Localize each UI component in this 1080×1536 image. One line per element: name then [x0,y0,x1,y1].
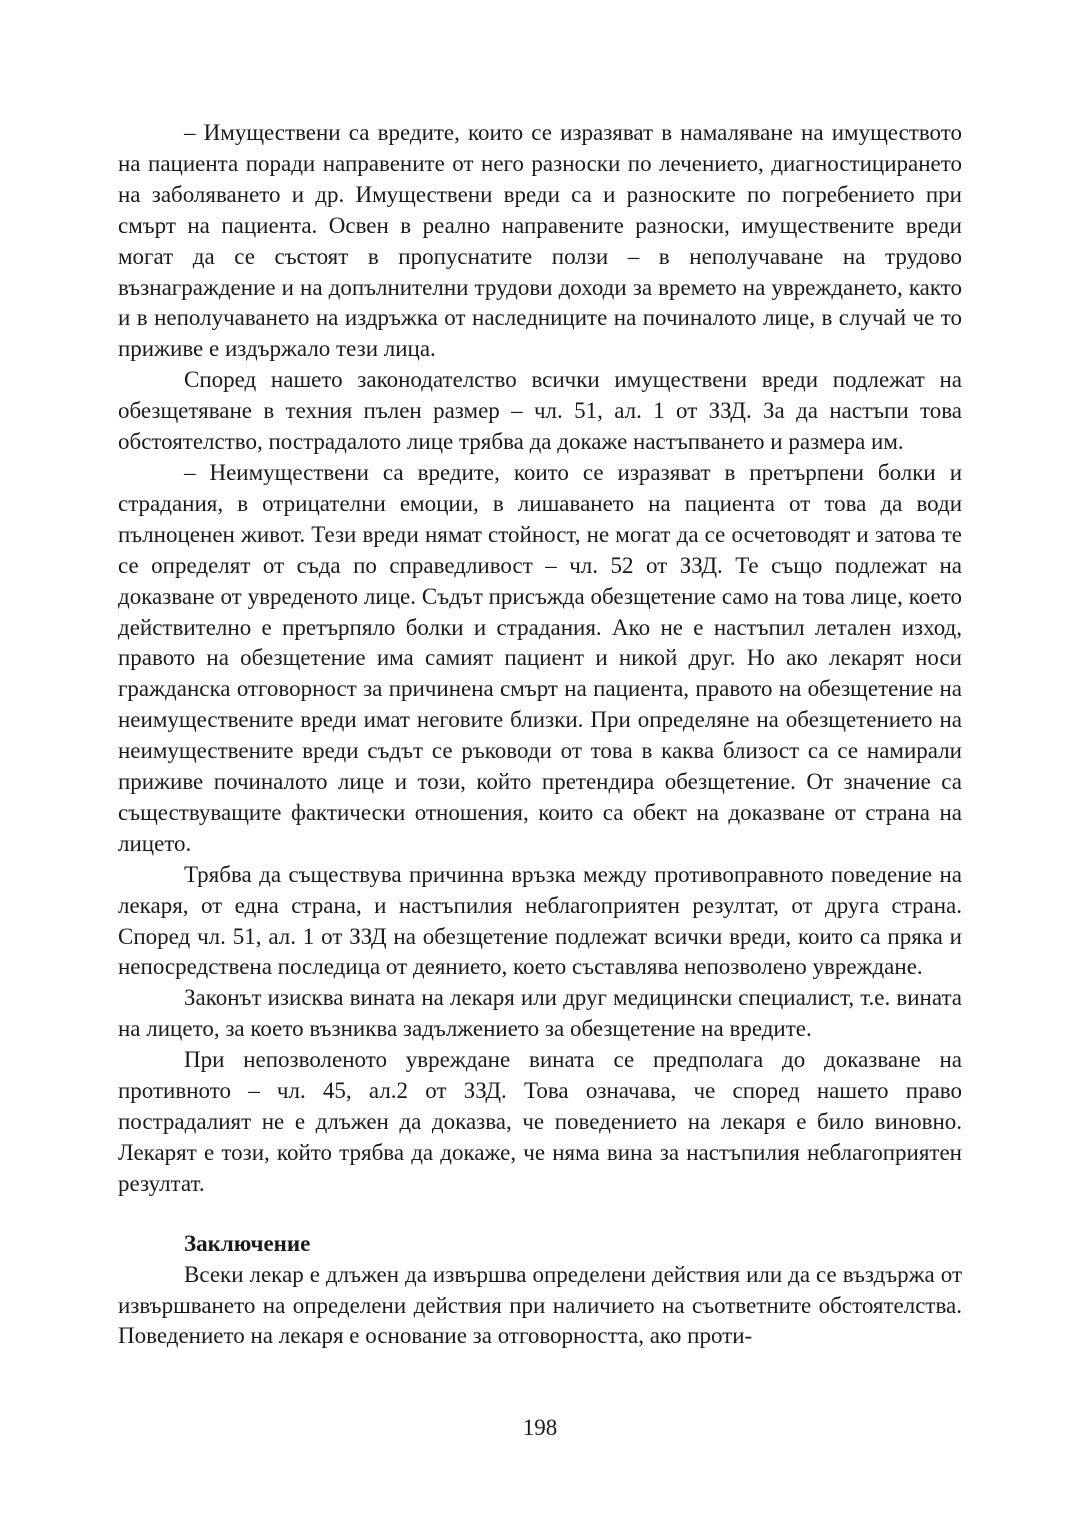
paragraph-guilt-requirement: Законът изисква вината на лекаря или друг медицински специалист, т.е. вината на лицето, за което възниква задължението за обезщетение на вредите. [118,985,962,1042]
conclusion-heading: Заключение [184,1230,311,1256]
paragraph-full-compensation: Според нашето законодателство всички имуществени вреди подлежат на обезщетяване в техния пълен размер – чл. 51, ал. 1 от ЗЗД. За да настъпи това обстоятелство, пострадалото лице трябва да докаже настъпването и размера им. [118,367,962,455]
paragraph-conclusion: Всеки лекар е длъжен да извършва определени действия или да се въздържа от извършването на определени действия при наличието на съответните обстоятелства. Поведението на лекаря е основание за отговорността, ако проти- [118,1261,962,1349]
paragraph-presumed-guilt: При непозволеното увреждане вината се предполага до доказване на противното – чл. 45, ал.2 от ЗЗД. Това означава, че според нашето право пострадалият не е длъжен да доказва, че поведението на лекаря е било виновно. Лекарят е този, който трябва да докаже, че няма вина за настъпилия неблагоприятен резултат. [118,1047,962,1196]
page-number: 198 [522,1415,558,1440]
paragraph-property-damages: – Имуществени са вредите, които се изразяват в намаляване на имуществото на пациента поради направените от него разноски по лечението, диагностицирането на заболяването и др. Имуществени вреди са и разноските по погребението при смърт на пациента. Освен в реално направените разноски, имуществените вреди могат да се състоят в пропуснатите ползи – в неполучаване на трудово възнаграждение и на допълнителни трудови доходи за времето на увреждането, както и в неполучаването на издръжка от наследниците на починалото лице, в случай че то приживе е издържало тези лица. [118,120,962,362]
body-text [118,118,962,1352]
paragraph-non-property-damages: – Неимуществени са вредите, които се изразяват в претърпени болки и страдания, в отрицателни емоции, в лишаването на пациента от това да води пълноценен живот. Тези вреди нямат стойност, не могат да се осчетоводят и затова те се определят от съда по справедливост – чл. 52 от ЗЗД. Те също подлежат на доказване от увреденото лице. Съдът присъжда обезщетение само на това лице, което действително е претърпяло болки и страдания. Ако не е настъпил летален изход, правото на обезщетение има самият пациент и никой друг. Но ако лекарят носи гражданска отговорност за причинена смърт на пациента, правото на обезщетение на неимуществените вреди имат неговите близки. При определяне на обезщетението на неимуществените вреди съдът се ръководи от това в каква близост са се намирали приживе починалото лице и този, който претендира обезщетение. От значение са съществуващите фактически отношения, които са обект на доказване от страна на лицето. [118,459,962,856]
paragraph-causal-link: Трябва да съществува причинна връзка между противоправното поведение на лекаря, от една страна, и настъпилия неблагоприятен резултат, от друга страна. Според чл. 51, ал. 1 от ЗЗД на обезщетение подлежат всички вреди, които са пряка и непосредствена последица от деянието, което съставлява непозволено увреждане. [118,861,962,980]
